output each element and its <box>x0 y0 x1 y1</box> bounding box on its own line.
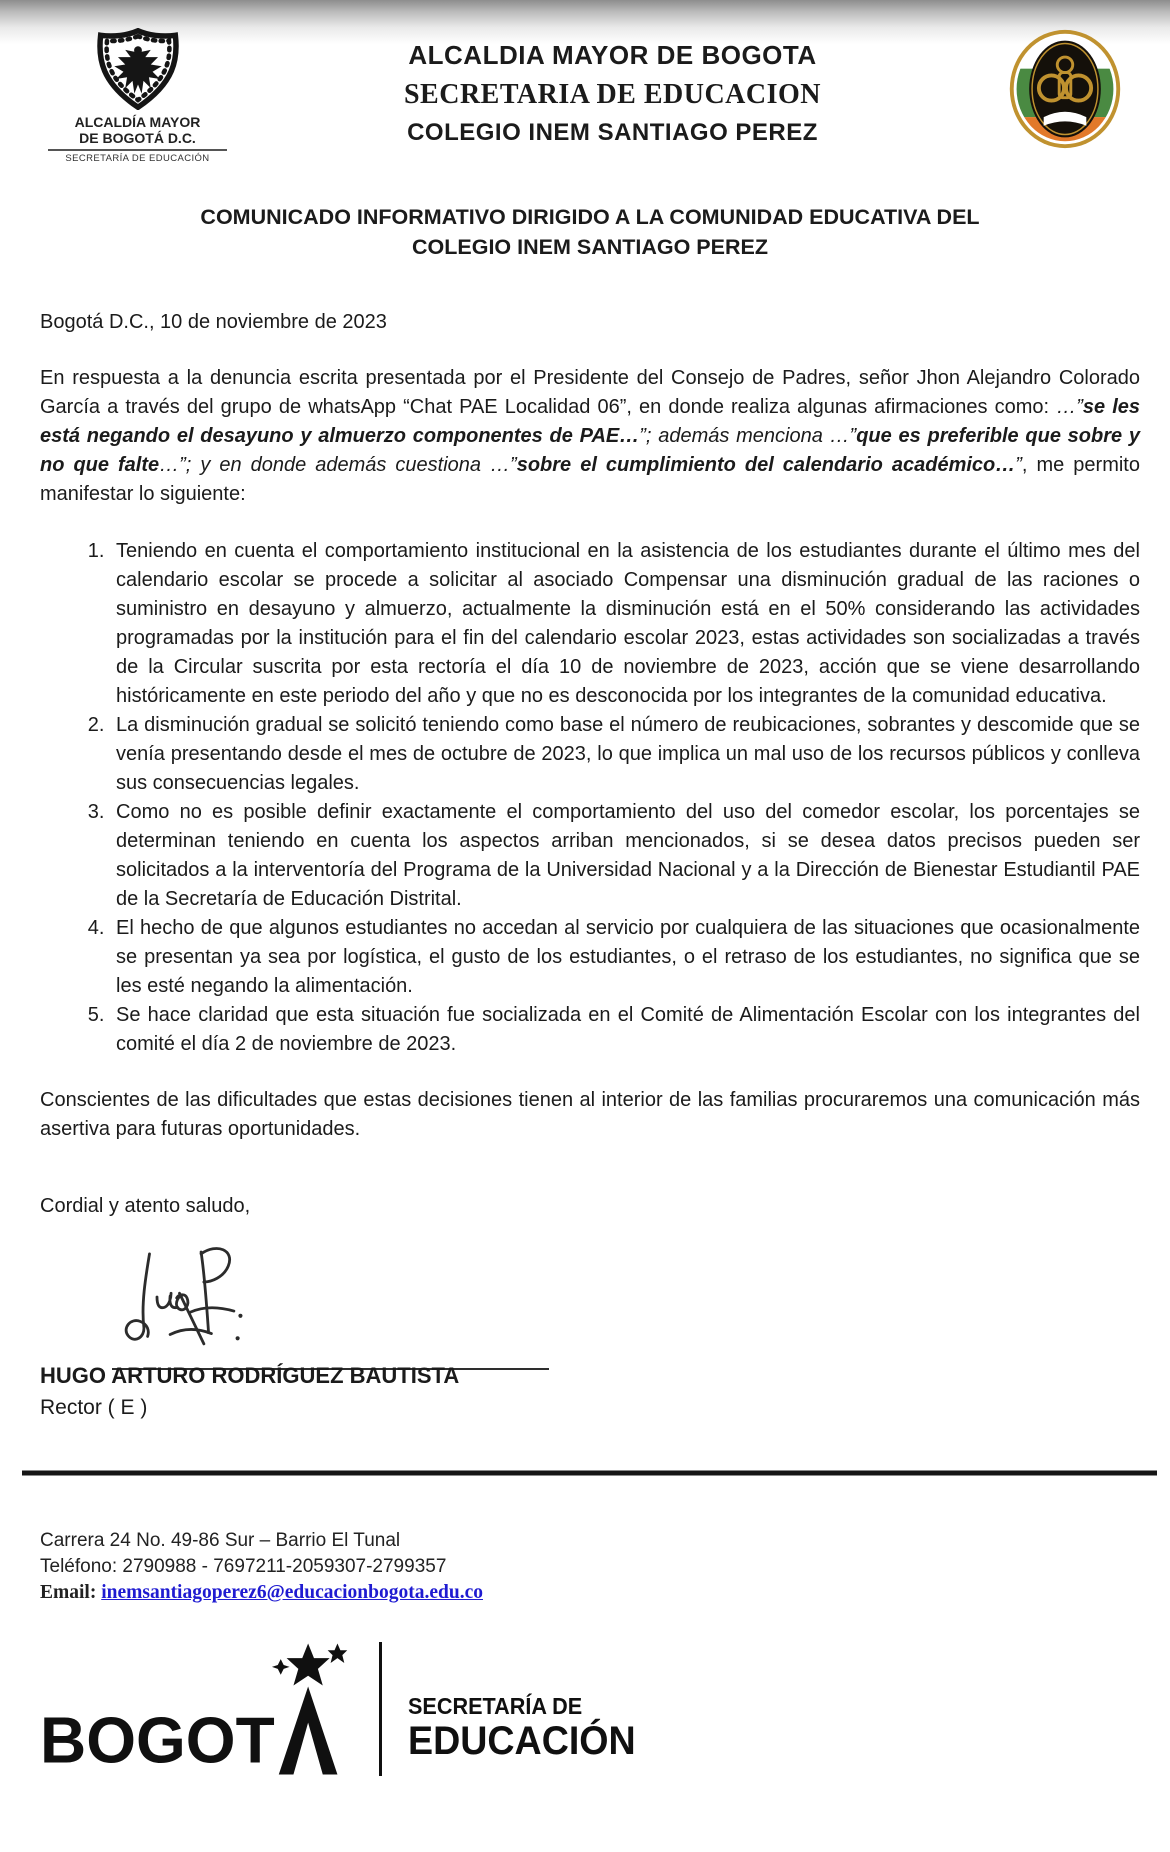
bogota-logo-block <box>40 1636 1140 1778</box>
letterhead-line1: ALCALDIA MAYOR DE BOGOTA <box>408 40 817 70</box>
signature-block <box>112 1239 1140 1357</box>
bogota-crest-icon <box>92 28 184 110</box>
secretaria-educacion-wordmark: SECRETARÍA DE EDUCACIÓN <box>407 1693 636 1764</box>
letterhead-titles <box>235 26 990 147</box>
footer-email-row <box>40 1580 1140 1606</box>
letterhead-line3: COLEGIO INEM SANTIAGO PEREZ <box>407 119 818 146</box>
alcaldia-label: ALCALDÍA MAYOR DE BOGOTÁ D.C. <box>74 114 201 147</box>
intro-paragraph: En respuesta a la denuncia escrita presentada por el Presidente del Consejo de Padres, señor Jhon Alejandro Colorado García a través del grupo de whatsApp “Chat PAE Localidad 06”, en donde realiza algunas afirmaciones como: …”se les está negando el desayuno y almuerzo componentes de PAE…”; además menciona …”que es preferible que sobre y no que falte…”; y en donde además cuestiona …”sobre el cumplimiento del calendario académico…”, me permito manifestar lo siguiente: <box>40 367 1141 506</box>
numbered-list <box>40 537 1140 1059</box>
letterhead-line2: SECRETARIA DE EDUCACION <box>403 79 822 110</box>
list-item: 2. La disminución gradual se solicitó teniendo como base el número de reubicaciones, sobrantes y descomide que se venía presentando desde el mes de octubre de 2023, lo que implica un mal uso de los recursos públicos y conlleva sus consecuencias legales. <box>110 711 1140 798</box>
letter-body <box>40 308 1140 1422</box>
bogota-wordmark: BOGOT <box>40 1703 275 1778</box>
handwritten-signature-icon <box>112 1239 262 1355</box>
secretaria-label: SECRETARÍA DE EDUCACIÓN <box>65 153 210 165</box>
alcaldia-divider <box>48 149 227 151</box>
school-emblem-block <box>990 26 1140 150</box>
list-item: 3. Como no es posible definir exactamente el comportamiento del uso del comedor escolar, los porcentajes se determinan teniendo en cuenta los aspectos arriban mencionados, si se desea datos precisos pueden ser solicitados a la interventoría del Programa de la Universidad Nacional y a la Dirección de Bienestar Estudiantil PAE de la Secretaría de Educación Distrital. <box>110 798 1140 914</box>
letterhead <box>40 26 1140 164</box>
list-item: 4. El hecho de que algunos estudiantes no accedan al servicio por cualquiera de las situaciones que ocasionalmente se presentan ya sea por logística, el gusto de los estudiantes, o el retraso de los estudiantes, no significa que se les esté negando la alimentación. <box>110 914 1140 1001</box>
logo-divider <box>379 1642 382 1776</box>
mountain-star-icon <box>269 1636 357 1778</box>
signer-role: Rector ( E ) <box>40 1396 148 1420</box>
email-link[interactable]: inemsantiagoperez6@educacionbogota.edu.co <box>101 1582 483 1604</box>
list-item: 1. Teniendo en cuenta el comportamiento institucional en la asistencia de los estudiantes durante el último mes del calendario escolar se procede a solicitar al asociado Compensar una disminución gradual de las raciones o suministro en desayuno y almuerzo, actualmente la disminución está en el 50% considerando las actividades programadas por la institución para el fin del calendario escolar 2023, estas actividades son socializadas a través de la Circular suscrita por esta rectoría el día 10 de noviembre de 2023, acción que se viene desarrollando históricamente en este periodo del año y que no es desconocida por los integrantes de la comunidad educativa. <box>110 537 1140 711</box>
alcaldia-logo-block <box>40 26 235 164</box>
date-line: Bogotá D.C., 10 de noviembre de 2023 <box>40 311 387 334</box>
closing-paragraph: Conscientes de las dificultades que estas decisiones tienen al interior de las familias procuraremos una comunicación más asertiva para futuras oportunidades. <box>40 1089 1140 1141</box>
footer-phone: Teléfono: 2790988 - 7697211-2059307-2799357 <box>40 1556 447 1578</box>
email-label: Email: <box>40 1582 97 1604</box>
salutation: Cordial y atento saludo, <box>40 1195 251 1218</box>
separator-rule <box>22 1470 1157 1476</box>
footer-contact <box>40 1528 1140 1606</box>
signer-name: HUGO ARTURO RODRÍGUEZ BAUTISTA <box>40 1363 460 1389</box>
list-item: 5. Se hace claridad que esta situación fue socializada en el Comité de Alimentación Escolar con los integrantes del comité el día 2 de noviembre de 2023. <box>110 1001 1140 1059</box>
school-emblem-icon <box>1006 28 1124 150</box>
footer-address: Carrera 24 No. 49-86 Sur – Barrio El Tunal <box>40 1530 401 1552</box>
page-title: COMUNICADO INFORMATIVO DIRIGIDO A LA COMUNIDAD EDUCATIVA DEL COLEGIO INEM SANTIAGO PEREZ <box>200 205 980 260</box>
